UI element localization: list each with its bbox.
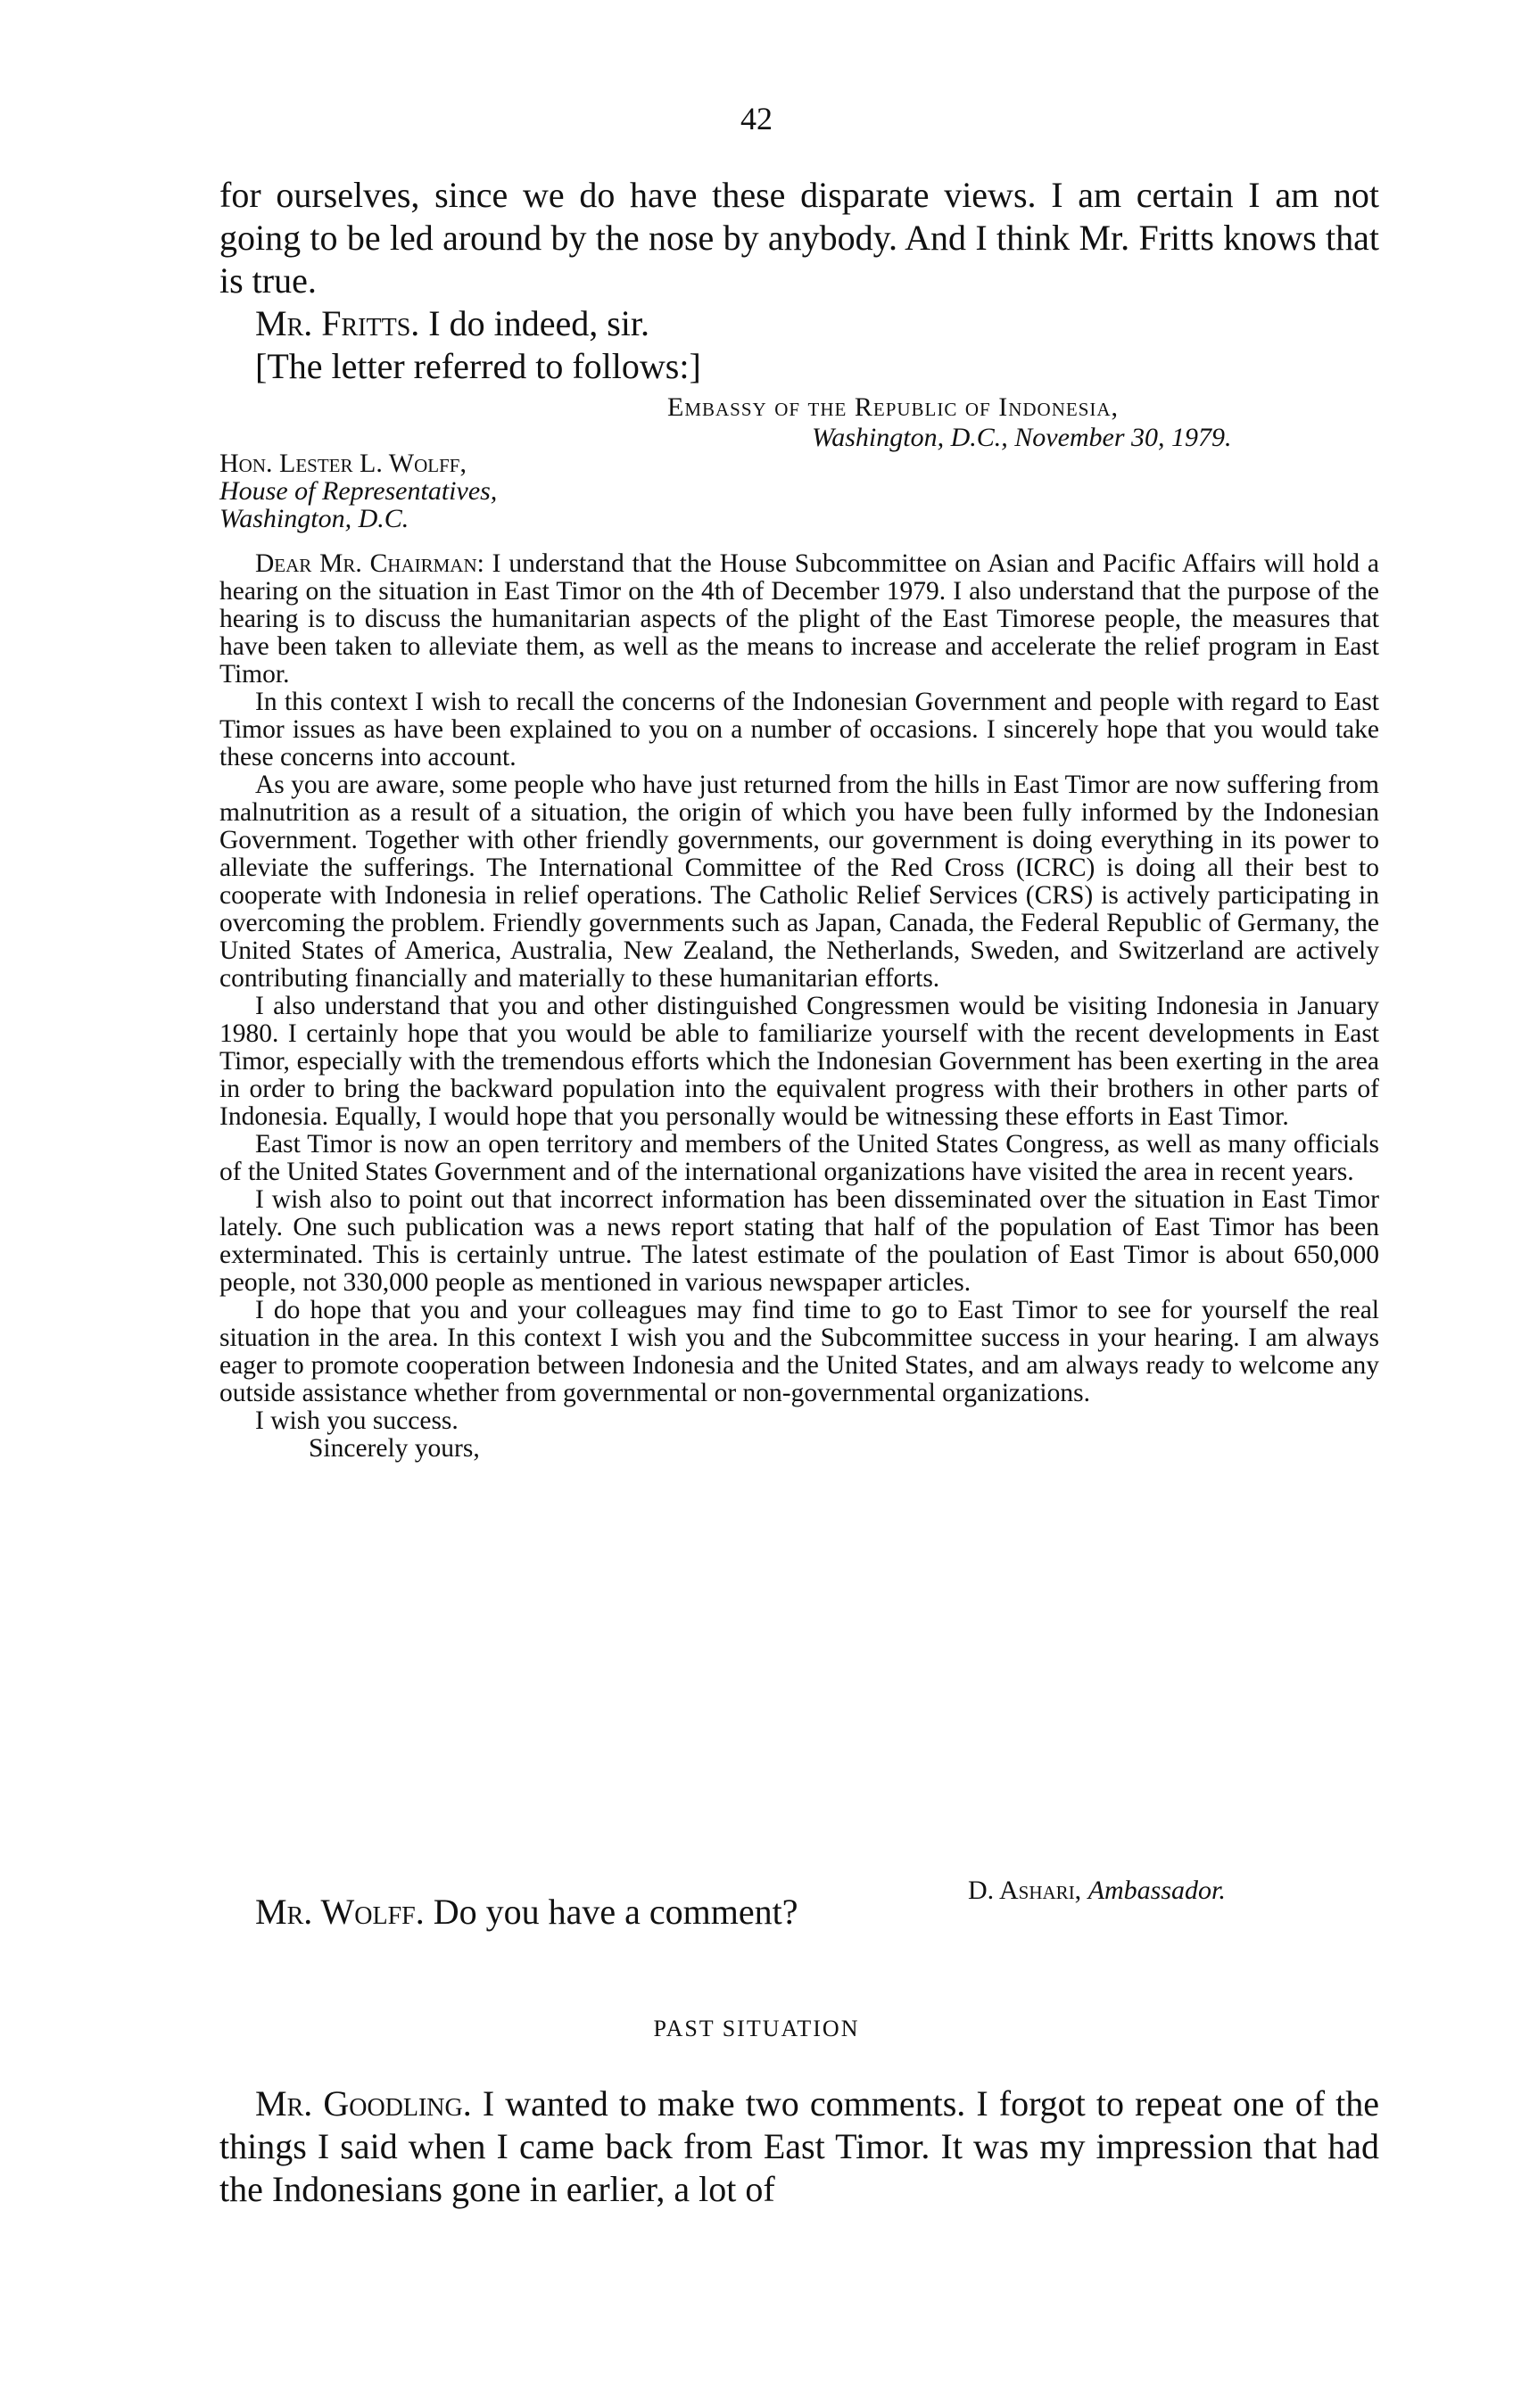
letter-paragraph: I wish also to point out that incorrect information has been disseminated over the situation in East Timor lately. One such publication was a news report stating that half of the population of East Timor has been exterminated. This is certainly untrue. The latest estimate of the poulation of East Timor is about 650,000 people, not 330,000 people as mentioned in various newspaper articles.	[219, 1185, 1379, 1297]
goodling-paragraph	[219, 2082, 1379, 2211]
reply-text: I do indeed, sir.	[419, 303, 650, 343]
embassy-place-date: Washington, D.C., November 30, 1979.	[812, 423, 1232, 452]
letter-paragraph: In this context I wish to recall the concerns of the Indonesian Government and people with regard to East Timor issues as have been explained to you on a number of occasions. I sincerely hope that you would take these concerns into account.	[219, 688, 1379, 771]
speaker-name: Mr. Fritts.	[255, 303, 420, 343]
final-text	[219, 2082, 1379, 2211]
comment-text: Do you have a comment?	[424, 1892, 798, 1932]
speaker-name: Mr. Wolff.	[255, 1892, 425, 1932]
letter-paragraph: East Timor is now an open territory and members of the United States Congress, as well as many officials of the United States Government and of the international organizations have visited the area in recent years.	[219, 1130, 1379, 1186]
embassy-name: Embassy of the Republic of Indonesia,	[667, 392, 1120, 422]
goodling-text: I wanted to make two comments. I forgot to repeat one of the things I said when I came back from East Timor. It was my impression that had the Indonesians gone in earlier, a lot of	[219, 2083, 1379, 2209]
sincerely-line: Sincerely yours,	[309, 1434, 480, 1463]
letter-body	[219, 550, 1379, 1463]
signatory-title: Ambassador.	[1087, 1876, 1226, 1905]
page-number: 42	[740, 101, 773, 136]
salutation: Dear Mr. Chairman	[255, 549, 477, 578]
signatory-name: D. Ashari,	[968, 1876, 1082, 1905]
wolff-comment	[255, 1891, 798, 1934]
recipient-name: Hon. Lester L. Wolff,	[219, 449, 467, 478]
letter-paragraph: I also understand that you and other distinguished Congressmen would be visiting Indonesia in January 1980. I certainly hope that you would be able to familiarize yourself with the recent developments in East Timor, especially with the tremendous efforts which the Indonesian Government has been exerting in the area in order to bring the backward population into the equivalent progress with their brothers in other parts of Indonesia. Equally, I would hope that you personally would be witnessing these efforts in East Timor.	[219, 992, 1379, 1131]
fritts-reply	[219, 302, 1379, 345]
recipient-line2: House of Representatives,	[219, 476, 498, 506]
embassy-header	[667, 392, 1381, 453]
section-heading: PAST SITUATION	[653, 2016, 860, 2041]
speaker-name: Mr. Goodling.	[255, 2083, 472, 2123]
recipient-block	[219, 449, 844, 532]
opening-text	[219, 174, 1379, 388]
letter-paragraph: As you are aware, some people who have just returned from the hills in East Timor are now suffering from malnutrition as a result of a situation, the origin of which you have been fully informed by the Indonesian Government. Together with other friendly governments, our government is doing everything in its power to alleviate the sufferings. The International Committee of the Red Cross (ICRC) is doing all their best to cooperate with Indonesia in relief operations. The Catholic Relief Services (CRS) is actively participating in overcoming the problem. Friendly governments such as Japan, Canada, the Federal Republic of Germany, the United States of America, Australia, New Zealand, the Netherlands, Sweden, and Switzerland are actively contributing financially and materially to these humanitarian efforts.	[219, 771, 1379, 993]
letter-paragraph: I do hope that you and your colleagues may find time to go to East Timor to see for yourself the real situation in the area. In this context I wish you and the Subcommittee success in your hearing. I am always eager to promote cooperation between Indonesia and the United States, and am always ready to welcome any outside assistance whether from governmental or non-governmental organizations.	[219, 1296, 1379, 1407]
letter-paragraph-text: : I understand that the House Subcommittee on Asian and Pacific Affairs will hold a hearing on the situation in East Timor on the 4th of December 1979. I also understand that the purpose of the hearing is to discuss the humanitarian aspects of the plight of the East Timorese people, the measures that have been taken to alleviate them, as well as the means to increase and accelerate the relief program in East Timor.	[219, 549, 1379, 689]
opening-paragraph: for ourselves, since we do have these disparate views. I am certain I am not going to be led around by the nose by anybody. And I think Mr. Fritts knows that is true.	[219, 175, 1379, 301]
recipient-line3: Washington, D.C.	[219, 504, 409, 533]
letter-note: [The letter referred to follows:]	[255, 346, 701, 386]
closing-line: I wish you success.	[255, 1406, 459, 1435]
letter-paragraph	[219, 550, 1379, 689]
signature-block	[968, 1876, 1226, 1906]
